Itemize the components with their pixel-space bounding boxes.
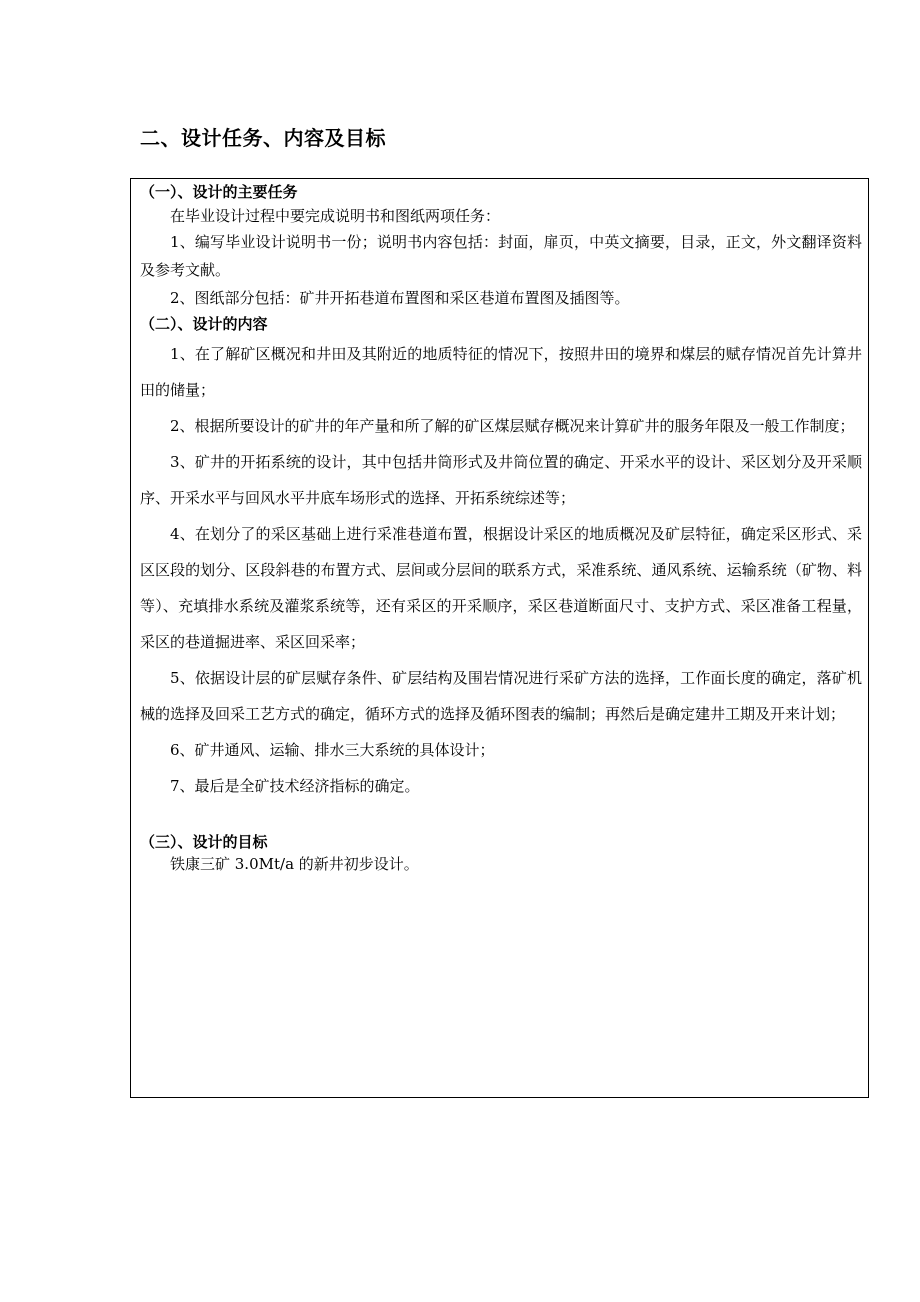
content-paragraph: 6、矿井通风、运输、排水三大系统的具体设计； [170, 741, 495, 759]
goal-paragraph: 铁康三矿 3.0Mt/a 的新井初步设计。 [170, 855, 419, 873]
task-paragraph: 在毕业设计过程中要完成说明书和图纸两项任务： [170, 207, 501, 225]
content-paragraph: 4、在划分了的采区基础上进行采准巷道布置，根据设计采区的地质概况及矿层特征，确定采区形式、采区区段的划分、区段斜巷的布置方式、层间或分层间的联系方式，采准系统、通风系统、运输系统（矿物、料等）、充填排水系统及灌浆系统等，还有采区的开采顺序，采区巷道断面尺寸、支护方式、采区准备工程量，采区的巷道掘进率、采区回采率； [140, 525, 862, 651]
section-goal [140, 830, 862, 874]
content-paragraph: 5、依据设计层的矿层赋存条件、矿层结构及围岩情况进行采矿方法的选择，工作面长度的确定，落矿机械的选择及回采工艺方式的确定，循环方式的选择及循环图表的编制；再然后是确定建井工期及开来计划； [140, 669, 862, 723]
content-body [140, 180, 862, 874]
content-paragraph: 1、在了解矿区概况和井田及其附近的地质特征的情况下，按照井田的境界和煤层的赋存情况首先计算井田的储量； [140, 345, 862, 399]
section-task [140, 180, 862, 312]
section-title-task: （一）、设计的主要任务 [140, 183, 298, 201]
section-content [140, 312, 862, 804]
content-paragraph: 2、根据所要设计的矿井的年产量和所了解的矿区煤层赋存概况来计算矿井的服务年限及一般工作制度； [170, 417, 855, 435]
content-paragraph: 7、最后是全矿技术经济指标的确定。 [170, 777, 420, 795]
page-heading: 二、设计任务、内容及目标 [140, 126, 386, 150]
content-paragraph: 3、矿井的开拓系统的设计，其中包括井筒形式及井筒位置的确定、开采水平的设计、采区划分及开采顺序、开采水平与回风水平井底车场形式的选择、开拓系统综述等； [140, 453, 862, 507]
section-title-goal: （三）、设计的目标 [140, 833, 268, 851]
task-paragraph: 2、图纸部分包括：矿井开拓巷道布置图和采区巷道布置图及插图等。 [170, 289, 630, 307]
task-paragraph: 1、编写毕业设计说明书一份；说明书内容包括：封面，扉页，中英文摘要，目录，正文，外文翻译资料及参考文献。 [140, 233, 862, 279]
section-title-content: （二）、设计的内容 [140, 315, 268, 333]
